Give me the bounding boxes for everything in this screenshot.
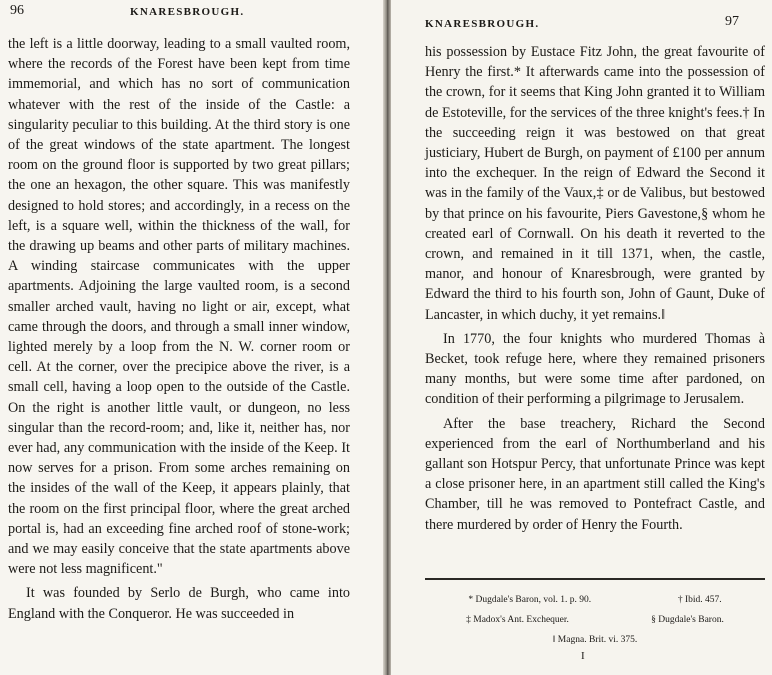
right-page [391, 0, 772, 675]
footnote-rule [425, 578, 765, 580]
right-paragraph-3: After the base treachery, Richard the Second experienced from the earl of Northumberland and his gallant son Hotspur Percy, that unfortunate Prince was kept a close prisoner here, in an apartment still called the King's Chamber, till he was removed to Pontefract Castle, and there murdered by order of Henry the Fourth. [425, 415, 765, 533]
left-body-text [8, 34, 350, 624]
footnote-item: ‖ Magna. Brit. vi. 375. [552, 635, 638, 645]
right-page-number: 97 [725, 14, 739, 29]
left-page [0, 0, 383, 675]
left-running-title: KNARESBROUGH. [130, 6, 245, 18]
right-running-title: KNARESBROUGH. [425, 18, 540, 30]
left-paragraph-2: It was founded by Serlo de Burgh, who came into England with the Conqueror. He was succeeded in [8, 585, 350, 622]
footnote-item: ‡ Madox's Ant. Exchequer. [466, 615, 569, 625]
footnotes [425, 590, 765, 650]
right-paragraph-2: In 1770, the four knights who murdered Thomas à Becket, took refuge here, where they remained prisoners many months, but were some time after pardoned, on condition of their performing a pilgrimage to Jerusalem. [425, 330, 765, 408]
left-paragraph-1: the left is a little doorway, leading to a small vaulted room, where the records of the Forest have been kept from time immemorial, and which has no sort of communication whatever with the rest of the inside of the Castle: a singularity peculiar to this building. At the third story is one of the great windows of the state apartment. The longest room on the ground floor is supported by two great pillars; the one an hexagon, the other square. This was manifestly designed to hold stores; and accordingly, in a recess on the left, is a square well, within the thickness of the wall, for the drawing up beams and other parts of military machines. A winding staircase communicates with the upper apartments. Adjoining the large vaulted room, is a second smaller arched vault, having no light or air, except, what came through the doors, and through a small inner window, lighted merely by a loop from the N. W. corner room or cell. At the corner, over the precipice above the river, is a small cell, having a loop open to the outside of the Castle. On the right is another little vault, or dungeon, no less singular than the record-room; and, like it, neither has, nor ever had, any communication with the inside of the Keep. It now serves for a prison. From some arches remaining on the insides of the wall of the Keep, it appears plainly, that the room on the first principal floor, where the great arched portal is, had an exceeding fine arched roof of stone-work; and we may easily conceive that the state apartments above were not less magnificent." [8, 36, 350, 578]
footnote-row [425, 590, 765, 610]
left-page-number: 96 [10, 3, 24, 18]
right-paragraph-1: his possession by Eustace Fitz John, the great favourite of Henry the first.* It afterwards came into the possession of the crown, for it seems that King John granted it to William de Estoteville, for the services of the three knight's fees.† In the succeeding reign it was bestowed on that great justiciary, Hubert de Burgh, on payment of £100 per annum into the exchequer. In the reign of Edward the Second it was in the family of the Vaux,‡ or de Valibus, but bestowed by that prince on his favourite, Piers Gavestone,§ whom he created earl of Cornwall. On his death it reverted to the crown, and remained in it till 1371, when, the castle, manor, and honour of Knaresbrough, were granted by Edward the third to his fourth son, John of Gaunt, Duke of Lancaster, in which duchy, it yet remains.‖ [425, 44, 765, 323]
footnote-item: § Dugdale's Baron. [651, 615, 724, 625]
footnote-row [425, 610, 765, 630]
footnote-item: * Dugdale's Baron, vol. 1. p. 90. [468, 595, 592, 605]
right-running-head [425, 4, 765, 30]
left-running-head [10, 4, 350, 24]
footnote-row [425, 630, 765, 650]
footnote-item: † Ibid. 457. [677, 595, 722, 605]
book-gutter [383, 0, 391, 675]
right-body-text [425, 42, 765, 535]
signature-mark: I [581, 650, 585, 662]
